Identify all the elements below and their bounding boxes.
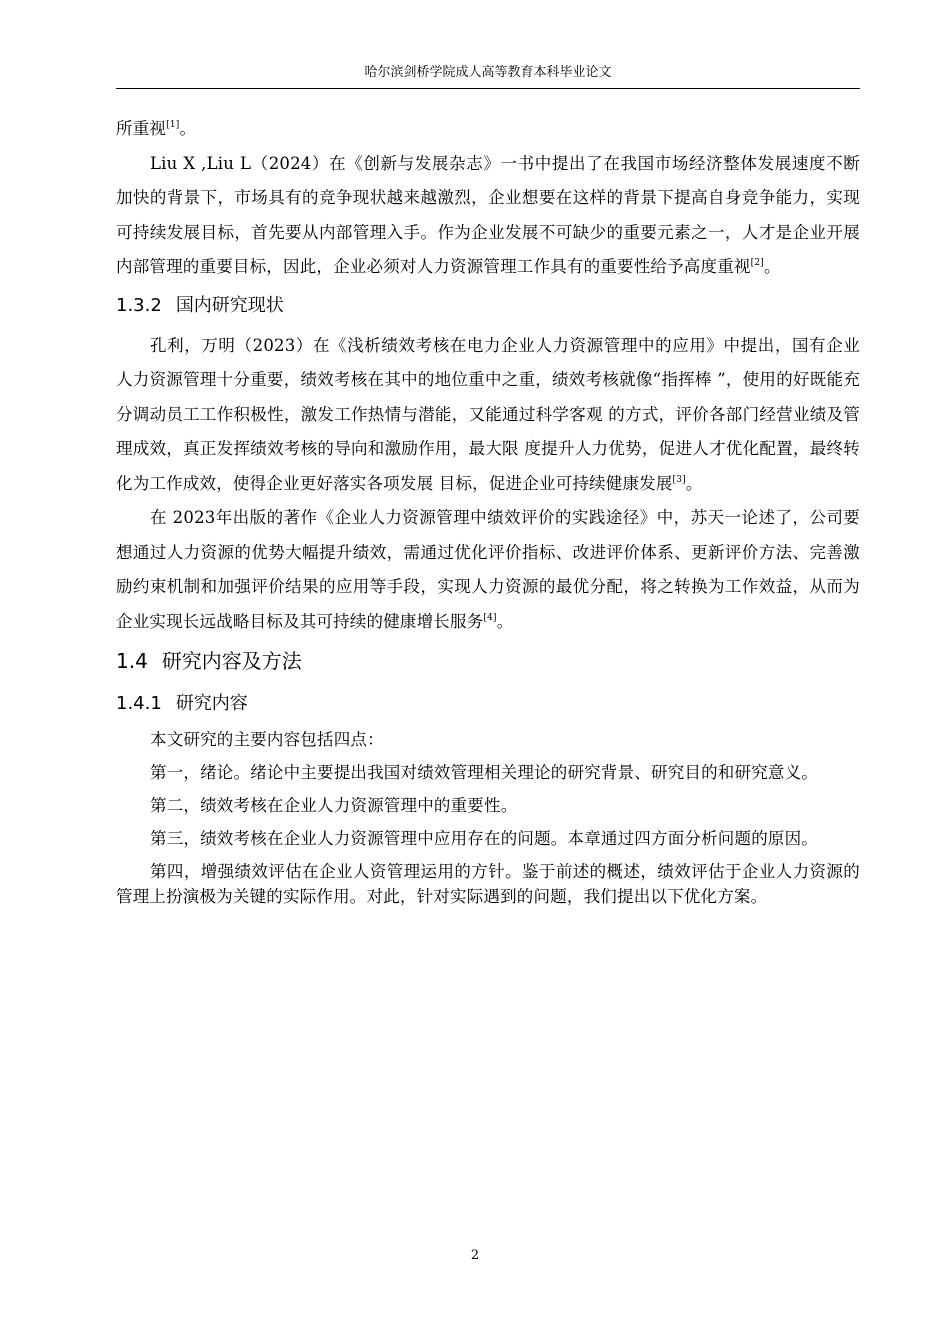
paragraph-text: 孔利，万明（2023）在《浅析绩效考核在电力企业人力资源管理中的应用》中提出，国有企业人力资源管理十分重要，绩效考核在其中的地位重中之重，绩效考核就像“指挥棒 ”，使用的好既能充分调动员工工作积极性，激发工作热情与潜能，又能通过科学客观 的方式，评价各部门经营业绩及管理成效，真正发挥绩效考核的导向和激励作用，最大限 度提升人力优势，促进人才优化配置，最终转化为工作成效，使得企业更好落实各项发展 目标，促进企业可持续健康发展 — [116, 335, 860, 493]
paragraph-item-1: 第一，绪论。绪论中主要提出我国对绩效管理相关理论的研究背景、研究目的和研究意义。 — [150, 763, 818, 782]
paragraph-kong — [116, 329, 860, 502]
paragraph-text: Liu X ,Liu L（2024）在《创新与发展杂志》一书中提出了在我国市场经济整体发展速度不断加快的背景下，市场具有的竞争现状越来越激烈，企业想要在这样的背景下提高自身竞争能力，实现可持续发展目标，首先要从内部管理入手。作为企业发展不可缺少的重要元素之一，人才是企业开展内部管理的重要目标，因此，企业必须对人力资源管理工作具有的重要性给予高度重视 — [116, 153, 860, 276]
paragraph-tail: 。 — [685, 473, 703, 493]
citation-ref: [4] — [483, 612, 497, 623]
paragraph-tail: 。 — [496, 611, 514, 631]
paragraph-su — [116, 501, 860, 639]
paragraph-item-4: 第四，增强绩效评估在企业人资管理运用的方针。鉴于前述的概述，绩效评估于企业人力资源的管理上扮演极为关键的实际作用。对此，针对实际遇到的问题，我们提出以下优化方案。 — [116, 862, 860, 906]
section-title: 国内研究现状 — [175, 294, 284, 316]
paragraph-liu — [116, 147, 860, 285]
section-title: 研究内容及方法 — [161, 649, 302, 673]
paragraph-text: 所重视 — [116, 119, 167, 138]
paragraph-text: 在 2023年出版的著作《企业人力资源管理中绩效评价的实践途径》中，苏天一论述了，公司要想通过人力资源的优势大幅提升绩效，需通过优化评价指标、改进评价体系、更新评价方法、完善激励约束机制和加强评价结果的应用等手段，实现人力资源的最优分配，将之转换为工作效益，从而为企业实现长远战略目标及其可持续的健康增长服务 — [116, 508, 860, 631]
section-title: 研究内容 — [175, 693, 248, 714]
citation-ref: [3] — [672, 474, 686, 485]
page-number: 2 — [470, 1248, 480, 1263]
page-content — [116, 112, 860, 917]
section-number: 1.4.1 — [116, 693, 162, 714]
page-header — [116, 62, 860, 89]
section-heading-1-4-1 — [116, 687, 860, 721]
paragraph-item-2: 第二，绩效考核在企业人力资源管理中的重要性。 — [150, 796, 518, 815]
paragraph-intro: 本文研究的主要内容包括四点： — [150, 730, 384, 749]
section-number: 1.4 — [116, 649, 148, 673]
paragraph-item-3: 第三，绩效考核在企业人力资源管理中应用存在的问题。本章通过四方面分析问题的原因。 — [150, 829, 818, 848]
section-heading-1-3-2 — [116, 289, 860, 323]
header-title: 哈尔滨剑桥学院成人高等教育本科毕业论文 — [364, 65, 612, 80]
paragraph-continued — [116, 112, 860, 147]
citation-ref: [1] — [166, 120, 180, 130]
paragraph-tail: 。 — [763, 257, 781, 276]
section-number: 1.3.2 — [116, 294, 162, 316]
paragraph-tail: 。 — [179, 119, 197, 138]
citation-ref: [2] — [750, 258, 764, 268]
section-heading-1-4 — [116, 641, 860, 681]
